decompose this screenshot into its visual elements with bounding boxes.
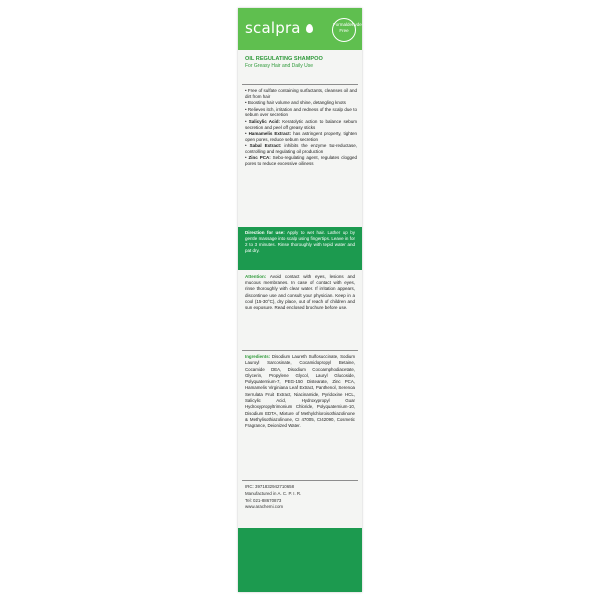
benefit-item: • Free of sulfate containing surfactants, cleanses oil and dirt from hair — [245, 88, 357, 99]
product-subtitle: For Greasy Hair and Daily Use — [245, 63, 314, 69]
product-title: OIL REGULATING SHAMPOO — [245, 56, 323, 62]
formaldehyde-free-badge: Formaldehyde Free — [332, 18, 356, 42]
manufactured-line: Manufactured in A. C. P. I. R. — [245, 490, 302, 496]
irc-number: IRC: 3971832942710658 — [245, 484, 295, 489]
bottom-green-band — [238, 528, 362, 592]
drop-icon — [306, 24, 313, 33]
benefit-item: • Zinc PCA: Sebo-regulating agent, regulates clogged pores to reduce excessive oiliness — [245, 155, 358, 167]
benefit-item: • Hamamelis Extract: has astringent property, tighten open pores, reduce sebum secretion — [245, 130, 357, 142]
direction-band — [238, 227, 362, 270]
benefit-item: • Boosting hair volume and shine, detangling knots — [245, 100, 346, 106]
brand-logo: scalpra — [245, 19, 301, 37]
benefit-item: • Relieves itch, irritation and redness of the scalp due to sebum over secretion — [245, 106, 357, 118]
telephone: Tel: 021-88670873 — [245, 497, 282, 503]
ingredients-text: Ingredients: Disodium Laureth Sulfosuccinate, Sodium Lauroyl Sarcosinate, Cocamidopropyl Betaine, Cocamide DEA, Disodium Cocoamphodiacetate, Glycerin, Propylene Glycol, Lauryl Glucoside, Polyquaternium-7, PEG-150 Distearate, Zinc PCA, Hamamelis Virginiana Leaf Extract, Panthenol, Serenoa Serrulata Fruit Extract, Niacinamide, Pyridoxine HCL, Salicylic Acid, Hydroxypropyl Guar Hydroxypropyltrimonium Chloride, Polyquaternium-10, Disodium EDTA, Mixture of Methylchloroisothiazolinone & Methylisothiazolinone, CI 47005, CI42090, Cosmetic Fragrance, Deionized Water. — [245, 354, 355, 429]
benefit-item: • Sabal Extract: inhibits the enzyme 5α-reductase, controlling and regulating oil production — [245, 143, 357, 154]
divider — [242, 350, 358, 351]
direction-text: Direction for use: Apply to wet hair. Lather up by gentle massage into scalp using fingertips. Leave in for 2 to 3 minutes. Rinse thoroughly with tepid water and pat dry. — [245, 230, 355, 254]
website: www.arachemi.com — [245, 504, 284, 510]
attention-text: Attention: Avoid contact with eyes, lesions and mucous membranes. In case of contact with eyes, rinse thoroughly with clear water. If irritation appears, discontinue use and consult your physician. Keep in a cool (15-30°C), dry place, out of reach of children and sun exposure. Read enclosed brochure before use. — [245, 274, 355, 311]
top-green-band — [238, 8, 362, 50]
divider — [242, 84, 358, 85]
benefits-list — [245, 88, 357, 168]
manufacturer-info — [245, 484, 355, 511]
divider — [242, 480, 358, 481]
product-box-panel — [238, 8, 362, 592]
benefit-item: • Salicylic Acid: Keratolytic action to balance sebum secretion and peel off greasy sticks — [245, 118, 357, 130]
